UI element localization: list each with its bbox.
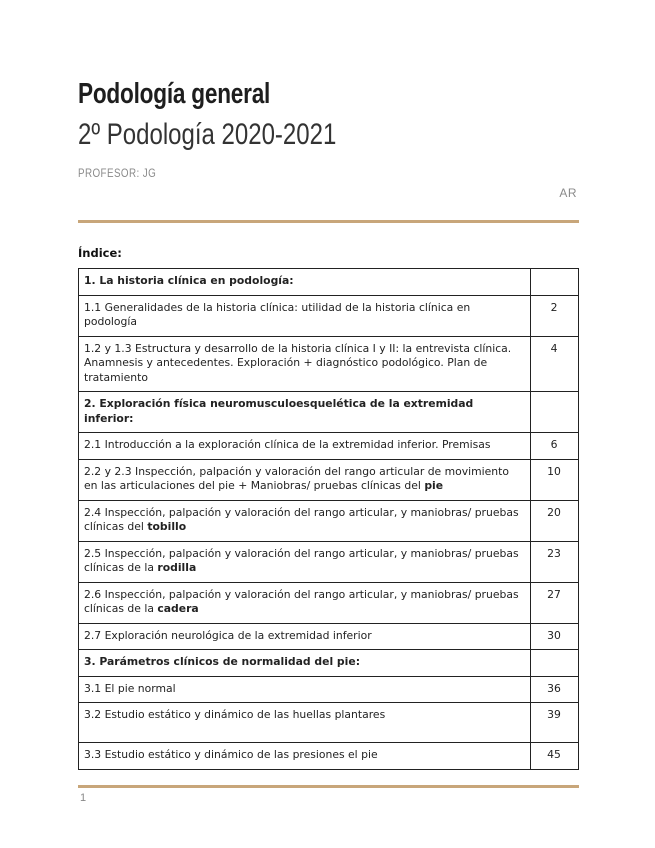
- toc-entry-text: 2.1 Introducción a la exploración clínica de la extremidad inferior. Premisas: [79, 433, 531, 460]
- toc-page-number: [531, 269, 579, 296]
- toc-entry-text: 2.5 Inspección, palpación y valoración del rango articular, y maniobras/ pruebas clínicas de la rodilla: [79, 541, 531, 582]
- author-initials: AR: [559, 186, 577, 200]
- toc-entry-text: 3.2 Estudio estático y dinámico de las huellas plantares: [79, 703, 531, 743]
- toc-entry-emphasis: rodilla: [157, 561, 197, 574]
- toc-entry-emphasis: pie: [424, 479, 444, 492]
- toc-page-number: 4: [531, 336, 579, 392]
- toc-page-number: 30: [531, 623, 579, 650]
- document-title: Podología general: [78, 78, 271, 110]
- toc-section-row: [79, 392, 579, 433]
- toc-row: [79, 676, 579, 703]
- toc-section-row: [79, 269, 579, 296]
- table-of-contents: [78, 268, 579, 770]
- toc-row: [79, 433, 579, 460]
- toc-entry-text: 2.6 Inspección, palpación y valoración del rango articular, y maniobras/ pruebas clínicas de la cadera: [79, 582, 531, 623]
- toc-page-number: [531, 650, 579, 677]
- toc-row: [79, 703, 579, 743]
- toc-entry-text: 1.1 Generalidades de la historia clínica: utilidad de la historia clínica en podología: [79, 295, 531, 336]
- toc-row: [79, 500, 579, 541]
- toc-row: [79, 459, 579, 500]
- toc-section-title: 3. Parámetros clínicos de normalidad del pie:: [79, 650, 531, 677]
- bottom-divider: [78, 785, 579, 788]
- index-heading: Índice:: [78, 246, 122, 260]
- professor-label: PROFESOR: JG: [78, 166, 157, 180]
- toc-entry-text: 1.2 y 1.3 Estructura y desarrollo de la historia clínica I y II: la entrevista clínica. Anamnesis y antecedentes. Exploración + diagnóstico podológico. Plan de tratamiento: [79, 336, 531, 392]
- toc-row: [79, 582, 579, 623]
- toc-entry-emphasis: cadera: [157, 602, 199, 615]
- toc-page-number: 23: [531, 541, 579, 582]
- toc-section-row: [79, 650, 579, 677]
- top-divider: [78, 220, 579, 223]
- toc-row: [79, 743, 579, 770]
- toc-entry-text: 3.3 Estudio estático y dinámico de las presiones el pie: [79, 743, 531, 770]
- toc-section-title: 2. Exploración física neuromusculoesquelética de la extremidad inferior:: [79, 392, 531, 433]
- toc-page-number: 39: [531, 703, 579, 743]
- toc-row: [79, 541, 579, 582]
- toc-page-number: 45: [531, 743, 579, 770]
- page-number: 1: [80, 792, 87, 804]
- toc-row: [79, 295, 579, 336]
- toc-page-number: 2: [531, 295, 579, 336]
- toc-entry-text: 3.1 El pie normal: [79, 676, 531, 703]
- toc-section-title: 1. La historia clínica en podología:: [79, 269, 531, 296]
- toc-page-number: 36: [531, 676, 579, 703]
- toc-entry-emphasis: tobillo: [147, 520, 187, 533]
- toc-entry-text: 2.2 y 2.3 Inspección, palpación y valoración del rango articular de movimiento en las articulaciones del pie + Maniobras/ pruebas clínicas del pie: [79, 459, 531, 500]
- toc-page-number: 27: [531, 582, 579, 623]
- toc-page-number: 20: [531, 500, 579, 541]
- toc-page-number: 6: [531, 433, 579, 460]
- toc-entry-text: 2.7 Exploración neurológica de la extremidad inferior: [79, 623, 531, 650]
- toc-row: [79, 623, 579, 650]
- toc-page-number: 10: [531, 459, 579, 500]
- toc-entry-text: 2.4 Inspección, palpación y valoración del rango articular, y maniobras/ pruebas clínicas del tobillo: [79, 500, 531, 541]
- toc-row: [79, 336, 579, 392]
- toc-page-number: [531, 392, 579, 433]
- document-subtitle: 2º Podología 2020-2021: [78, 118, 337, 151]
